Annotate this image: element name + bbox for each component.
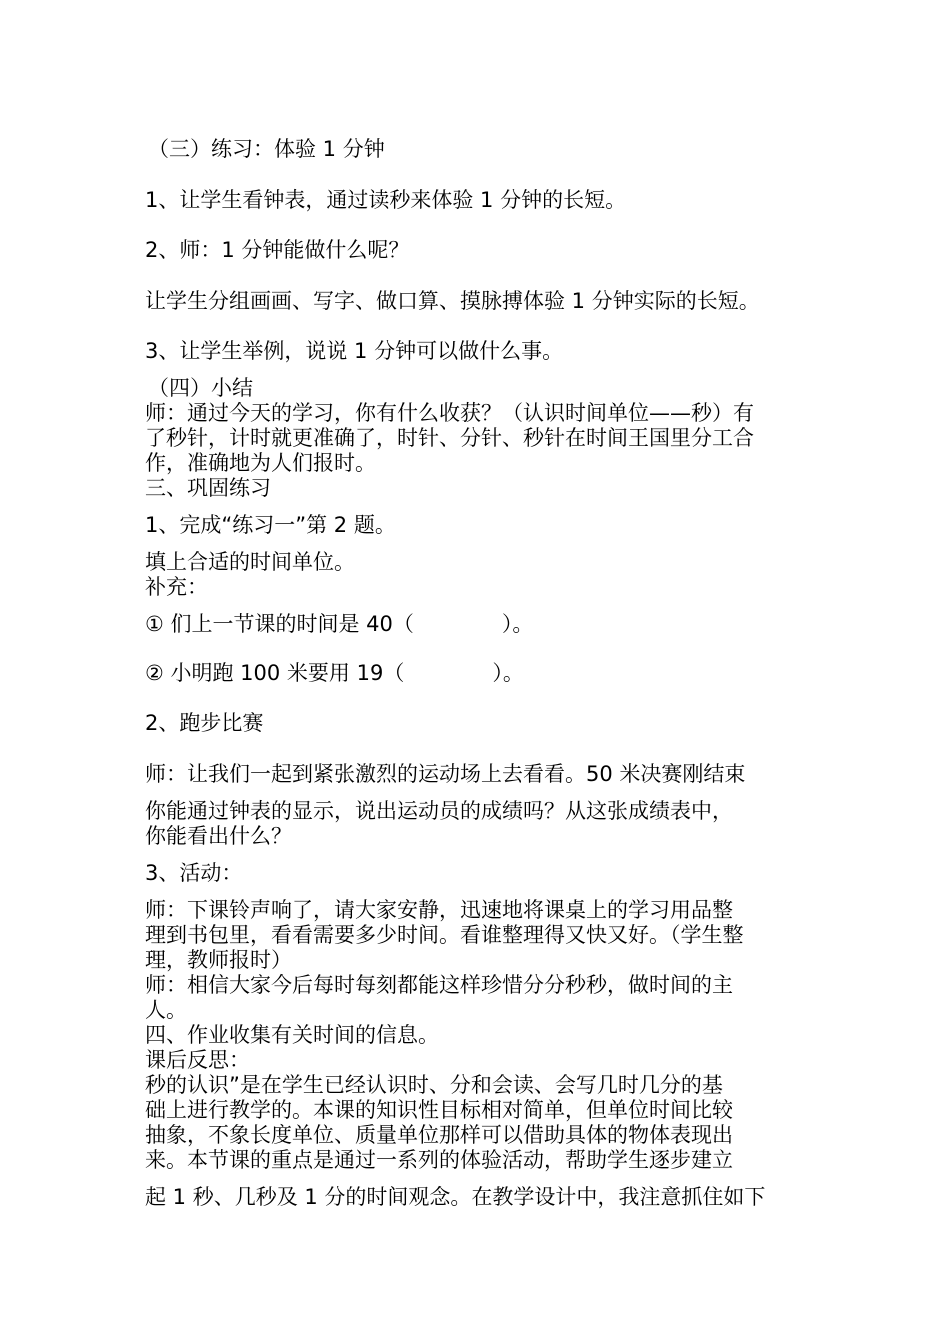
section-heading-summary: （四）小结 <box>148 376 253 400</box>
paragraph: 师：让我们一起到紧张激烈的运动场上去看看。50 米决赛刚结束 <box>145 762 746 786</box>
section-heading-homework: 四、作业收集有关时间的信息。 <box>145 1023 439 1047</box>
section-heading-consolidation: 三、巩固练习 <box>145 476 271 500</box>
paragraph: 起 1 秒、几秒及 1 分的时间观念。在教学设计中，我注意抓住如下 <box>145 1185 766 1209</box>
paragraph: 3、让学生举例，说说 1 分钟可以做什么事。 <box>145 339 564 363</box>
paragraph: 填上合适的时间单位。 <box>145 550 355 574</box>
paragraph: 你能通过钟表的显示，说出运动员的成绩吗？从这张成绩表中， <box>145 799 733 823</box>
paragraph: 师：通过今天的学习，你有什么收获？（认识时间单位——秒）有 <box>145 401 754 425</box>
paragraph: 础上进行教学的。本课的知识性目标相对简单，但单位时间比较 <box>145 1098 733 1122</box>
paragraph: 理到书包里，看看需要多少时间。看谁整理得又快又好。（学生整 <box>145 923 744 947</box>
paragraph: 了秒针，计时就更准确了，时针、分针、秒针在时间王国里分工合 <box>145 426 754 450</box>
paragraph: 3、活动： <box>145 861 243 885</box>
fill-in-close: ）。 <box>492 661 524 685</box>
fill-in-item-1 <box>145 612 815 636</box>
paragraph: 2、跑步比赛 <box>145 711 264 735</box>
fill-in-close: ）。 <box>501 612 534 636</box>
section-heading-practice: （三）练习：体验 1 分钟 <box>148 137 385 161</box>
paragraph: 秒的认识”是在学生已经认识时、分和会读、会写几时几分的基 <box>145 1073 723 1097</box>
paragraph: 1、完成“练习一”第 2 题。 <box>145 513 396 537</box>
paragraph: 补充： <box>145 575 208 599</box>
paragraph: 人。 <box>145 998 187 1022</box>
paragraph: 师：相信大家今后每时每刻都能这样珍惜分分秒秒，做时间的主 <box>145 973 733 997</box>
paragraph: 师：下课铃声响了，请大家安静，迅速地将课桌上的学习用品整 <box>145 898 733 922</box>
paragraph: 理，教师报时） <box>145 948 292 972</box>
fill-in-text: ① 们上一节课的时间是 40（ <box>145 612 414 636</box>
paragraph: 抽象，不象长度单位、质量单位那样可以借助具体的物体表现出 <box>145 1123 733 1147</box>
section-heading-reflection: 课后反思： <box>145 1048 250 1072</box>
paragraph: 让学生分组画画、写字、做口算、摸脉搏体验 1 分钟实际的长短。 <box>145 289 760 313</box>
paragraph: 作，准确地为人们报时。 <box>145 451 376 475</box>
fill-in-text: ② 小明跑 100 米要用 19（ <box>145 661 405 685</box>
paragraph: 你能看出什么？ <box>145 824 292 848</box>
paragraph: 来。本节课的重点是通过一系列的体验活动，帮助学生逐步建立 <box>145 1148 733 1172</box>
paragraph: 2、师：1 分钟能做什么呢？ <box>145 238 410 262</box>
fill-in-item-2 <box>145 661 815 685</box>
paragraph: 1、让学生看钟表，通过读秒来体验 1 分钟的长短。 <box>145 188 627 212</box>
